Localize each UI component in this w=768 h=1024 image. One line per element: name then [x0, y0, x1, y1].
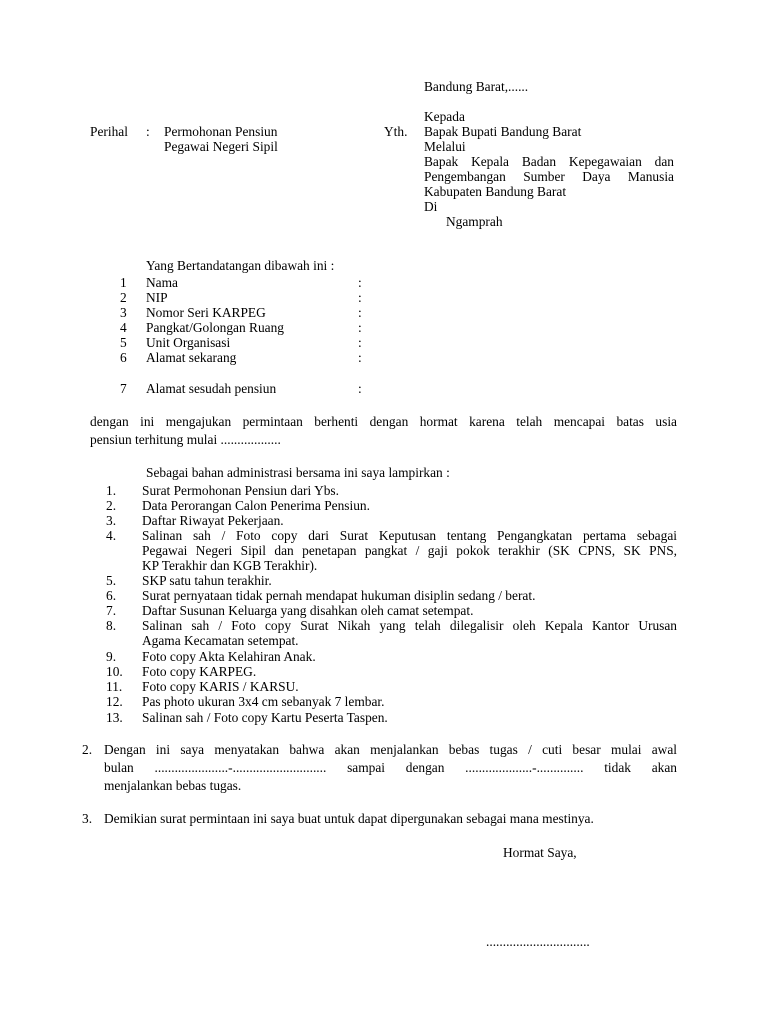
field-label: NIP — [146, 290, 168, 305]
recipient-line: Ngamprah — [446, 214, 503, 229]
item-text: Salinan sah / Foto copy Surat Nikah yang telah dilegalisir oleh Kepala Kantor Urusan — [142, 618, 677, 633]
item-number: 12. — [106, 694, 123, 709]
request-line-2: pensiun terhitung mulai .................. — [90, 432, 281, 447]
item-number: 4. — [106, 528, 117, 543]
field-number: 2 — [120, 290, 127, 305]
item-text: Surat Permohonan Pensiun dari Ybs. — [142, 483, 339, 498]
statement-2-line-2: bulan ......................-............................ sampai dengan ....................-.............. tidak akan — [104, 760, 677, 775]
attachments-intro: Sebagai bahan administrasi bersama ini saya lampirkan : — [146, 465, 450, 480]
item-text: KP Terakhir dan KGB Terakhir). — [142, 558, 318, 573]
item-number: 13. — [106, 710, 123, 725]
field-label: Alamat sekarang — [146, 350, 237, 365]
item-text: Agama Kecamatan setempat. — [142, 633, 299, 648]
perihal-colon: : — [146, 124, 150, 139]
field-colon: : — [358, 335, 362, 350]
kepada-label: Kepada — [424, 109, 465, 124]
recipient-line: Bapak Kepala Badan Kepegawaian dan — [424, 154, 674, 169]
recipient-line: Melalui — [424, 139, 466, 154]
field-number: 6 — [120, 350, 127, 365]
field-colon: : — [358, 305, 362, 320]
closing-salutation: Hormat Saya, — [503, 845, 577, 860]
field-label: Nomor Seri KARPEG — [146, 305, 266, 320]
request-line-1: dengan ini mengajukan permintaan berhenti dengan hormat karena telah mencapai batas usia — [90, 414, 677, 429]
item-text: Foto copy Akta Kelahiran Anak. — [142, 649, 316, 664]
recipient-line: Kabupaten Bandung Barat — [424, 184, 567, 199]
item-text: Pegawai Negeri Sipil dan penetapan pangkat / gaji pokok terakhir (SK CPNS, SK PNS, — [142, 543, 677, 558]
statement-3-number: 3. — [82, 811, 93, 826]
recipient-line: Pengembangan Sumber Daya Manusia — [424, 169, 674, 184]
item-number: 5. — [106, 573, 117, 588]
field-label: Nama — [146, 275, 178, 290]
item-text: Daftar Riwayat Pekerjaan. — [142, 513, 284, 528]
field-colon: : — [358, 290, 362, 305]
item-text: Salinan sah / Foto copy dari Surat Keputusan tentang Pengangkatan pertama sebagai — [142, 528, 677, 543]
item-number: 2. — [106, 498, 117, 513]
item-text: Foto copy KARIS / KARSU. — [142, 679, 299, 694]
field-colon: : — [358, 381, 362, 396]
field-number: 5 — [120, 335, 127, 350]
field-number: 4 — [120, 320, 127, 335]
item-number: 11. — [106, 679, 123, 694]
field-label: Alamat sesudah pensiun — [146, 381, 277, 396]
item-text: Foto copy KARPEG. — [142, 664, 257, 679]
yth-label: Yth. — [384, 124, 408, 139]
perihal-line-2: Pegawai Negeri Sipil — [164, 139, 278, 154]
statement-2-line-1: Dengan ini saya menyatakan bahwa akan menjalankan bebas tugas / cuti besar mulai awal — [104, 742, 677, 757]
item-number: 7. — [106, 603, 117, 618]
field-colon: : — [358, 350, 362, 365]
item-text: Data Perorangan Calon Penerima Pensiun. — [142, 498, 370, 513]
field-label: Unit Organisasi — [146, 335, 231, 350]
perihal-label: Perihal — [90, 124, 128, 139]
statement-3-text: Demikian surat permintaan ini saya buat untuk dapat dipergunakan sebagai mana mestinya. — [104, 811, 594, 826]
statement-2-number: 2. — [82, 742, 93, 757]
field-number: 1 — [120, 275, 127, 290]
item-text: SKP satu tahun terakhir. — [142, 573, 272, 588]
item-text: Surat pernyataan tidak pernah mendapat hukuman disiplin sedang / berat. — [142, 588, 536, 603]
signature-line: ............................... — [486, 934, 590, 949]
field-label: Pangkat/Golongan Ruang — [146, 320, 284, 335]
item-number: 1. — [106, 483, 117, 498]
perihal-line-1: Permohonan Pensiun — [164, 124, 278, 139]
item-text: Daftar Susunan Keluarga yang disahkan oleh camat setempat. — [142, 603, 474, 618]
field-colon: : — [358, 320, 362, 335]
field-colon: : — [358, 275, 362, 290]
statement-2-line-3: menjalankan bebas tugas. — [104, 778, 242, 793]
place-date: Bandung Barat,...... — [424, 79, 529, 94]
recipient-line: Di — [424, 199, 438, 214]
recipient-line: Bapak Bupati Bandung Barat — [424, 124, 582, 139]
item-number: 8. — [106, 618, 117, 633]
item-text: Pas photo ukuran 3x4 cm sebanyak 7 lembar. — [142, 694, 385, 709]
signatory-intro: Yang Bertandatangan dibawah ini : — [146, 258, 335, 273]
field-number: 3 — [120, 305, 127, 320]
item-number: 3. — [106, 513, 117, 528]
item-text: Salinan sah / Foto copy Kartu Peserta Taspen. — [142, 710, 388, 725]
item-number: 6. — [106, 588, 117, 603]
field-number: 7 — [120, 381, 127, 396]
item-number: 10. — [106, 664, 123, 679]
item-number: 9. — [106, 649, 117, 664]
